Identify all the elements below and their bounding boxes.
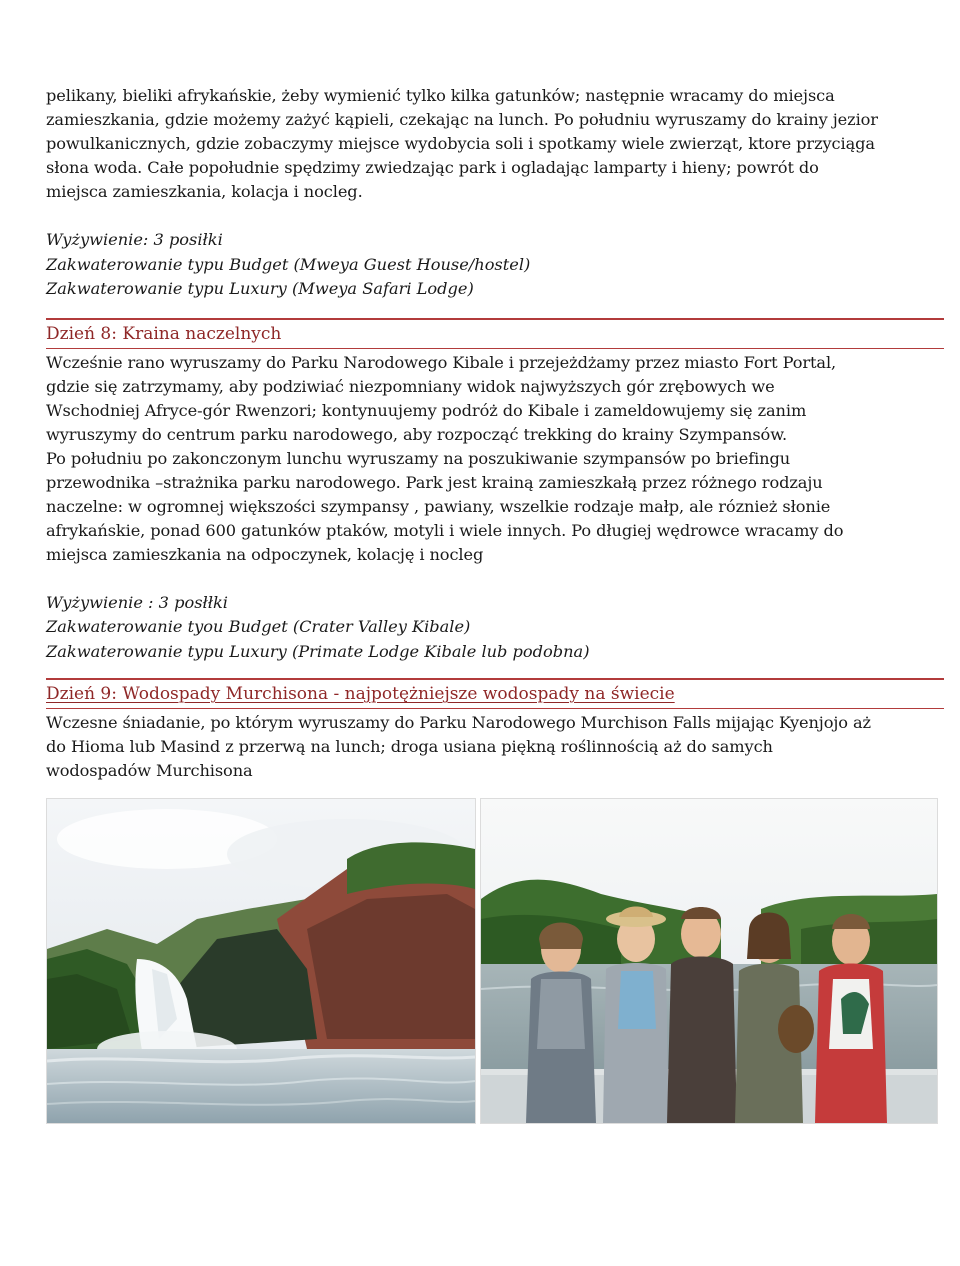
day8-line: Po południu po zakonczonym lunchu wyruszamy na poszukiwanie szympansów po briefingu (46, 448, 791, 468)
waterfall-photo (46, 798, 476, 1124)
heading-rule-top (46, 318, 944, 320)
day9-heading (46, 678, 936, 707)
budget-accommodation: Zakwaterowanie tyou Budget (Crater Valley Kibale) (46, 617, 471, 636)
heading-rule-top (46, 678, 944, 680)
day9-line: do Hioma lub Masind z przerwą na lunch; droga usiana piękną roślinnością aż do samych (46, 737, 773, 756)
group-photo (480, 798, 938, 1124)
intro-line: miejsca zamieszkania, kolacja i nocleg. (46, 182, 363, 201)
group-image (481, 799, 937, 1123)
intro-paragraph (46, 84, 936, 204)
document-page (46, 84, 936, 783)
day9-line: Wczesne śniadanie, po którym wyruszamy do Parku Narodowego Murchison Falls mijając Kyenjojo aż (46, 713, 871, 732)
day8-line: miejsca zamieszkania na odpoczynek, kolację i nocleg (46, 544, 484, 564)
day9-paragraph (46, 711, 936, 783)
meals-info: Wyżywienie: 3 posiłki (46, 230, 223, 249)
day8-line: afrykańskie, ponad 600 gatunków ptaków, motyli i wiele innych. Po długiej wędrowce wracamy do (46, 520, 844, 540)
meals-info: Wyżywienie : 3 posłłki (46, 592, 228, 612)
day9-line: wodospadów Murchisona (46, 761, 253, 780)
intro-line: słona woda. Całe popołudnie spędzimy zwiedzając park i ogladając lamparty i hieny; powrót do (46, 158, 819, 177)
day7-info (46, 228, 936, 302)
day8-line: Wschodniej Afryce-gór Rwenzori; kontynuujemy podróż do Kibale i zameldowujemy się zanim (46, 400, 807, 420)
day8-line: wyruszymy do centrum parku narodowego, aby rozpocząć trekking do krainy Szympansów. (46, 424, 788, 444)
day8-line: naczelne: w ogromnej większości szympansy , pawiany, wszelkie rodzaje małp, ale róznież słonie (46, 496, 831, 516)
day8-line: Wcześnie rano wyruszamy do Parku Narodowego Kibale i przejeżdżamy przez miasto Fort Portal, (46, 352, 837, 372)
day8-line: przewodnika –strażnika parku narodowego. Park jest krainą zamieszkałą przez różnego rodzaju (46, 472, 823, 492)
day8-paragraph (46, 351, 936, 567)
day8-heading-text: Dzień 8: Kraina naczelnych (46, 323, 282, 344)
luxury-accommodation: Zakwaterowanie typu Luxury (Mweya Safari Lodge) (46, 279, 474, 298)
budget-accommodation: Zakwaterowanie typu Budget (Mweya Guest House/hostel) (46, 254, 531, 274)
heading-rule-bottom (46, 708, 944, 709)
day8-line: gdzie się zatrzymamy, aby podziwiać niezpomniany widok najwyższych gór zrębowych we (46, 376, 775, 396)
heading-rule-bottom (46, 348, 944, 349)
day8-heading (46, 318, 936, 347)
intro-line: pelikany, bieliki afrykańskie, żeby wymienić tylko kilka gatunków; następnie wracamy do miejsca (46, 86, 835, 105)
day9-heading-text: Dzień 9: Wodospady Murchisona - najpotężniejsze wodospady na świecie (46, 684, 675, 704)
day8-info (46, 591, 936, 665)
luxury-accommodation: Zakwaterowanie typu Luxury (Primate Lodge Kibale lub podobna) (46, 641, 590, 661)
waterfall-image (47, 799, 475, 1123)
intro-line: zamieszkania, gdzie możemy zażyć kąpieli, czekając na lunch. Po południu wyruszamy do krainy jezior (46, 110, 878, 129)
intro-line: powulkanicznych, gdzie zobaczymy miejsce wydobycia soli i spotkamy wiele zwierząt, ktore przyciąga (46, 134, 875, 153)
photo-row (46, 798, 936, 1122)
